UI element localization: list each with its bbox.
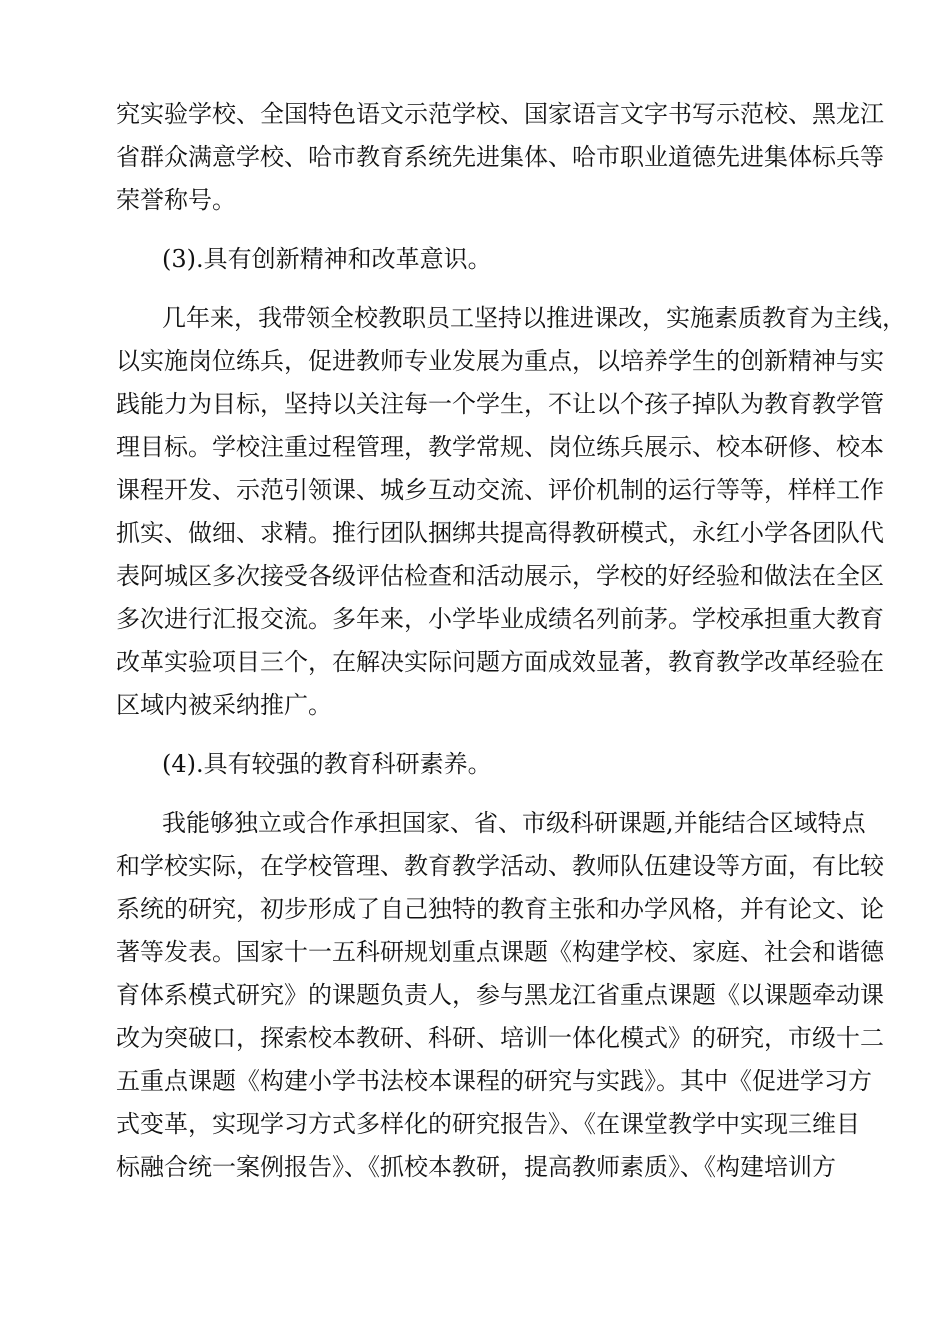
paragraph-first-line: 我能够独立或合作承担国家、省、市级科研课题,并能结合区域特点 bbox=[162, 809, 866, 837]
text-line: 改为突破口，探索校本教研、科研、培训一体化模式》的研究，市级十二 bbox=[116, 1024, 884, 1052]
text-line: 省群众满意学校、哈市教育系统先进集体、哈市职业道德先进集体标兵等 bbox=[116, 143, 884, 171]
text-line: 践能力为目标，坚持以关注每一个学生，不让以个孩子掉队为教育教学管 bbox=[116, 390, 884, 418]
text-line: 区域内被采纳推广。 bbox=[116, 691, 332, 719]
text-line: 理目标。学校注重过程管理，教学常规、岗位练兵展示、校本研修、校本 bbox=[116, 433, 884, 461]
text-line: 表阿城区多次接受各级评估检查和活动展示，学校的好经验和做法在全区 bbox=[116, 562, 884, 590]
text-line: 究实验学校、全国特色语文示范学校、国家语言文字书写示范校、黑龙江 bbox=[116, 100, 884, 128]
text-line: 著等发表。国家十一五科研规划重点课题《构建学校、家庭、社会和谐德 bbox=[116, 938, 884, 966]
text-line: 标融合统一案例报告》、《抓校本教研，提高教师素质》、《构建培训方 bbox=[116, 1153, 836, 1181]
text-line: 五重点课题《构建小学书法校本课程的研究与实践》。其中《促进学习方 bbox=[116, 1067, 872, 1095]
text-line: 荣誉称号。 bbox=[116, 186, 236, 214]
text-line: 系统的研究，初步形成了自己独特的教育主张和办学风格，并有论文、论 bbox=[116, 895, 884, 923]
text-line: 改革实验项目三个，在解决实际问题方面成效显著，教育教学改革经验在 bbox=[116, 648, 884, 676]
text-line: 课程开发、示范引领课、城乡互动交流、评价机制的运行等等，样样工作 bbox=[116, 476, 884, 504]
section-heading: (3).具有创新精神和改革意识。 bbox=[162, 245, 492, 273]
section-heading: (4).具有较强的教育科研素养。 bbox=[162, 750, 492, 778]
text-line: 多次进行汇报交流。多年来，小学毕业成绩名列前茅。学校承担重大教育 bbox=[116, 605, 884, 633]
text-line: 和学校实际，在学校管理、教育教学活动、教师队伍建设等方面，有比较 bbox=[116, 852, 884, 880]
text-line: 以实施岗位练兵，促进教师专业发展为重点，以培养学生的创新精神与实 bbox=[116, 347, 884, 375]
text-line: 式变革，实现学习方式多样化的研究报告》、《在课堂教学中实现三维目 bbox=[116, 1110, 860, 1138]
text-line: 抓实、做细、求精。推行团队捆绑共提高得教研模式，永红小学各团队代 bbox=[116, 519, 884, 547]
text-line: 育体系模式研究》的课题负责人，参与黑龙江省重点课题《以课题牵动课 bbox=[116, 981, 884, 1009]
paragraph-first-line: 几年来，我带领全校教职员工坚持以推进课改，实施素质教育为主线， bbox=[162, 304, 906, 332]
